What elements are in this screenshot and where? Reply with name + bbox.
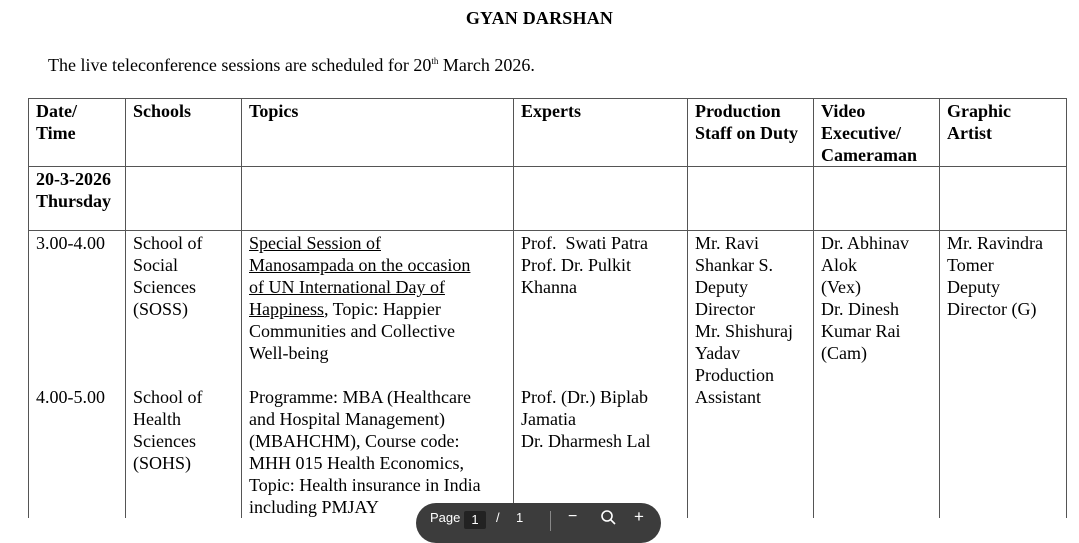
school-cell: [126, 231, 242, 519]
expert-cell: [514, 231, 688, 519]
total-pages: 1: [516, 510, 524, 525]
empty-cell: [814, 167, 940, 231]
header-experts-label: Experts: [521, 101, 581, 121]
time-value: 4.00-5.00: [36, 387, 105, 407]
topic-line: and Hospital Management): [249, 409, 445, 429]
topic-line: MHH 015 Health Economics,: [249, 453, 464, 473]
header-date-time-line: Time: [36, 123, 76, 143]
school-line: Sciences: [133, 431, 196, 451]
expert-line: Dr. Dharmesh Lal: [521, 431, 651, 451]
table-row: [29, 231, 1067, 519]
topic-line: Well-being: [249, 343, 329, 363]
header-date-time: [29, 99, 126, 167]
expert-line: Prof. Swati Patra: [521, 233, 648, 253]
school-line: Sciences: [133, 277, 196, 297]
page-zoom-toolbar: [416, 503, 661, 543]
topic-line: Programme: MBA (Healthcare: [249, 387, 471, 407]
expert-slot: [521, 386, 680, 452]
topic-text: , Topic: Happier: [324, 299, 441, 319]
header-video-line: Video: [821, 101, 866, 121]
graphic-line: Deputy: [947, 277, 1000, 297]
graphic-line: Director (G): [947, 299, 1037, 319]
schedule-table: [28, 98, 1067, 518]
topic-link-text: Manosampada on the occasion: [249, 255, 471, 275]
topic-line: [249, 298, 506, 320]
page-separator: /: [496, 510, 500, 525]
topic-cell: [242, 231, 514, 519]
header-topics-label: Topics: [249, 101, 299, 121]
zoom-out-button[interactable]: −: [568, 508, 578, 525]
topic-line: including PMJAY: [249, 497, 379, 517]
header-graphic-artist: [940, 99, 1067, 167]
empty-cell: [514, 167, 688, 231]
video-line: (Cam): [821, 343, 867, 363]
topic-slot: [249, 232, 506, 386]
header-video-executive: [814, 99, 940, 167]
production-line: Yadav: [695, 343, 741, 363]
production-line: Assistant: [695, 387, 762, 407]
empty-cell: [940, 167, 1067, 231]
header-date-time-line: Date/: [36, 101, 77, 121]
page-label: Page: [430, 510, 461, 525]
video-line: Dr. Dinesh: [821, 299, 899, 319]
expert-line: Prof. Dr. Pulkit: [521, 255, 632, 275]
expert-line: Jamatia: [521, 409, 576, 429]
header-row: [29, 99, 1067, 167]
topic-slot: [249, 386, 506, 518]
expert-line: Prof. (Dr.) Biplab: [521, 387, 648, 407]
zoom-in-button[interactable]: +: [634, 507, 644, 526]
header-schools-label: Schools: [133, 101, 192, 121]
topic-line: (MBAHCHM), Course code:: [249, 431, 460, 451]
empty-cell: [688, 167, 814, 231]
header-topics: [242, 99, 514, 167]
topic-line: [249, 232, 506, 254]
header-schools: [126, 99, 242, 167]
topic-line: Topic: Health insurance in India: [249, 475, 481, 495]
topic-link-text: Happiness: [249, 299, 324, 319]
production-line: Production: [695, 365, 774, 385]
header-video-line: Executive/: [821, 123, 901, 143]
school-slot: [133, 386, 234, 474]
production-cell: [688, 231, 814, 519]
date-cell: [29, 167, 126, 231]
production-line: Director: [695, 299, 755, 319]
graphic-cell: [940, 231, 1067, 519]
header-production-line: Staff on Duty: [695, 123, 799, 143]
intro-before: The live teleconference sessions are scheduled for 20: [48, 55, 432, 75]
school-line: Health: [133, 409, 181, 429]
topic-line: Communities and Collective: [249, 321, 455, 341]
graphic-line: Mr. Ravindra: [947, 233, 1043, 253]
header-graphic-line: Artist: [947, 123, 992, 143]
header-video-line: Cameraman: [821, 145, 917, 165]
time-slot: [36, 386, 118, 408]
video-cell: [814, 231, 940, 519]
production-line: Mr. Shishuraj: [695, 321, 794, 341]
school-line: Social: [133, 255, 178, 275]
intro-sup: th: [431, 56, 439, 66]
intro-after: March 2026.: [438, 55, 535, 75]
production-line: Mr. Ravi: [695, 233, 760, 253]
session-date: 20-3-2026: [36, 169, 111, 189]
production-line: Shankar S.: [695, 255, 773, 275]
school-line: (SOHS): [133, 453, 192, 473]
topic-link-text: Special Session of: [249, 233, 381, 253]
expert-slot: [521, 232, 680, 386]
production-line: Deputy: [695, 277, 748, 297]
time-value: 3.00-4.00: [36, 233, 105, 253]
date-row: [29, 167, 1067, 231]
page-number-input[interactable]: 1: [464, 511, 486, 529]
video-line: Alok: [821, 255, 857, 275]
topic-line: [249, 276, 506, 298]
header-graphic-line: Graphic: [947, 101, 1012, 121]
graphic-line: Tomer: [947, 255, 994, 275]
intro-text: [48, 55, 535, 76]
empty-cell: [126, 167, 242, 231]
time-cell: [29, 231, 126, 519]
header-experts: [514, 99, 688, 167]
school-line: School of: [133, 387, 203, 407]
school-slot: [133, 232, 234, 386]
school-line: (SOSS): [133, 299, 189, 319]
document-title: GYAN DARSHAN: [465, 8, 614, 28]
header-production-line: Production: [695, 101, 781, 121]
time-slot: [36, 232, 118, 386]
video-line: Dr. Abhinav: [821, 233, 909, 253]
topic-link-text: of UN International Day of: [249, 277, 445, 297]
video-line: (Vex): [821, 277, 861, 297]
school-line: School of: [133, 233, 203, 253]
header-production-staff: [688, 99, 814, 167]
expert-line: Khanna: [521, 277, 577, 297]
empty-cell: [242, 167, 514, 231]
video-line: Kumar Rai: [821, 321, 901, 341]
toolbar-divider: [550, 511, 551, 531]
session-day: Thursday: [36, 191, 112, 211]
topic-line: [249, 254, 506, 276]
zoom-icon[interactable]: [600, 509, 616, 528]
